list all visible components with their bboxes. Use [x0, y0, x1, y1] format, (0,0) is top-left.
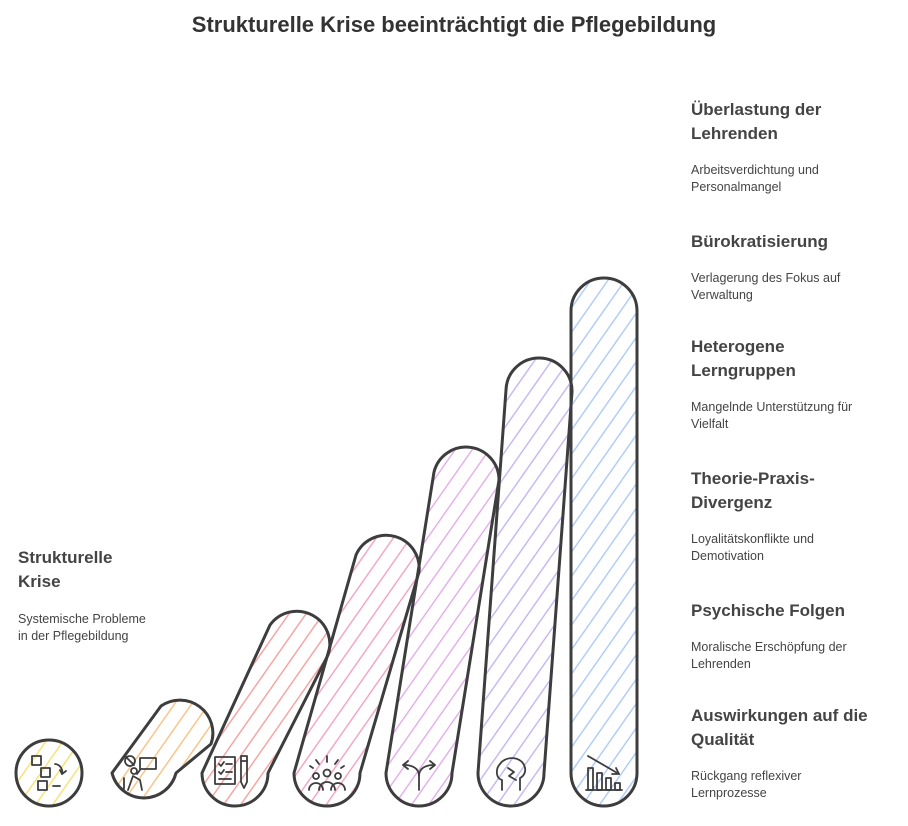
step-5-label	[691, 467, 891, 565]
bar-7	[571, 278, 637, 806]
step-5-heading: Theorie-Praxis- Divergenz	[691, 469, 815, 512]
step-1-heading: Strukturelle Krise	[18, 548, 113, 591]
step-2-description: Arbeitsverdichtung und Personalmangel	[691, 163, 819, 194]
step-6-description: Moralische Erschöpfung der Lehrenden	[691, 640, 847, 671]
step-4-heading: Heterogene Lerngruppen	[691, 337, 796, 380]
step-2-heading: Überlastung der Lehrenden	[691, 100, 822, 143]
bar-1	[16, 740, 82, 806]
step-6-heading: Psychische Folgen	[691, 601, 845, 620]
step-7-label	[691, 704, 891, 802]
page-title: Strukturelle Krise beeinträchtigt die Pflegebildung	[191, 12, 717, 37]
step-2-label	[691, 98, 891, 196]
step-6-label	[691, 599, 891, 673]
step-3-description: Verlagerung des Fokus auf Verwaltung	[691, 271, 841, 302]
step-4-label	[691, 335, 891, 433]
step-3-heading: Bürokratisierung	[691, 232, 828, 251]
step-4-description: Mangelnde Unterstützung für Vielfalt	[691, 400, 853, 431]
step-3-label	[691, 230, 891, 304]
bar-2	[112, 700, 213, 798]
step-7-heading: Auswirkungen auf die Qualität	[691, 706, 868, 749]
step-1-description: Systemische Probleme in der Pflegebildung	[18, 612, 146, 643]
bar-6	[478, 358, 572, 806]
step-5-description: Loyalitätskonflikte und Demotivation	[691, 532, 814, 563]
step-7-description: Rückgang reflexiver Lernprozesse	[691, 769, 802, 800]
step-1-label	[18, 546, 178, 645]
